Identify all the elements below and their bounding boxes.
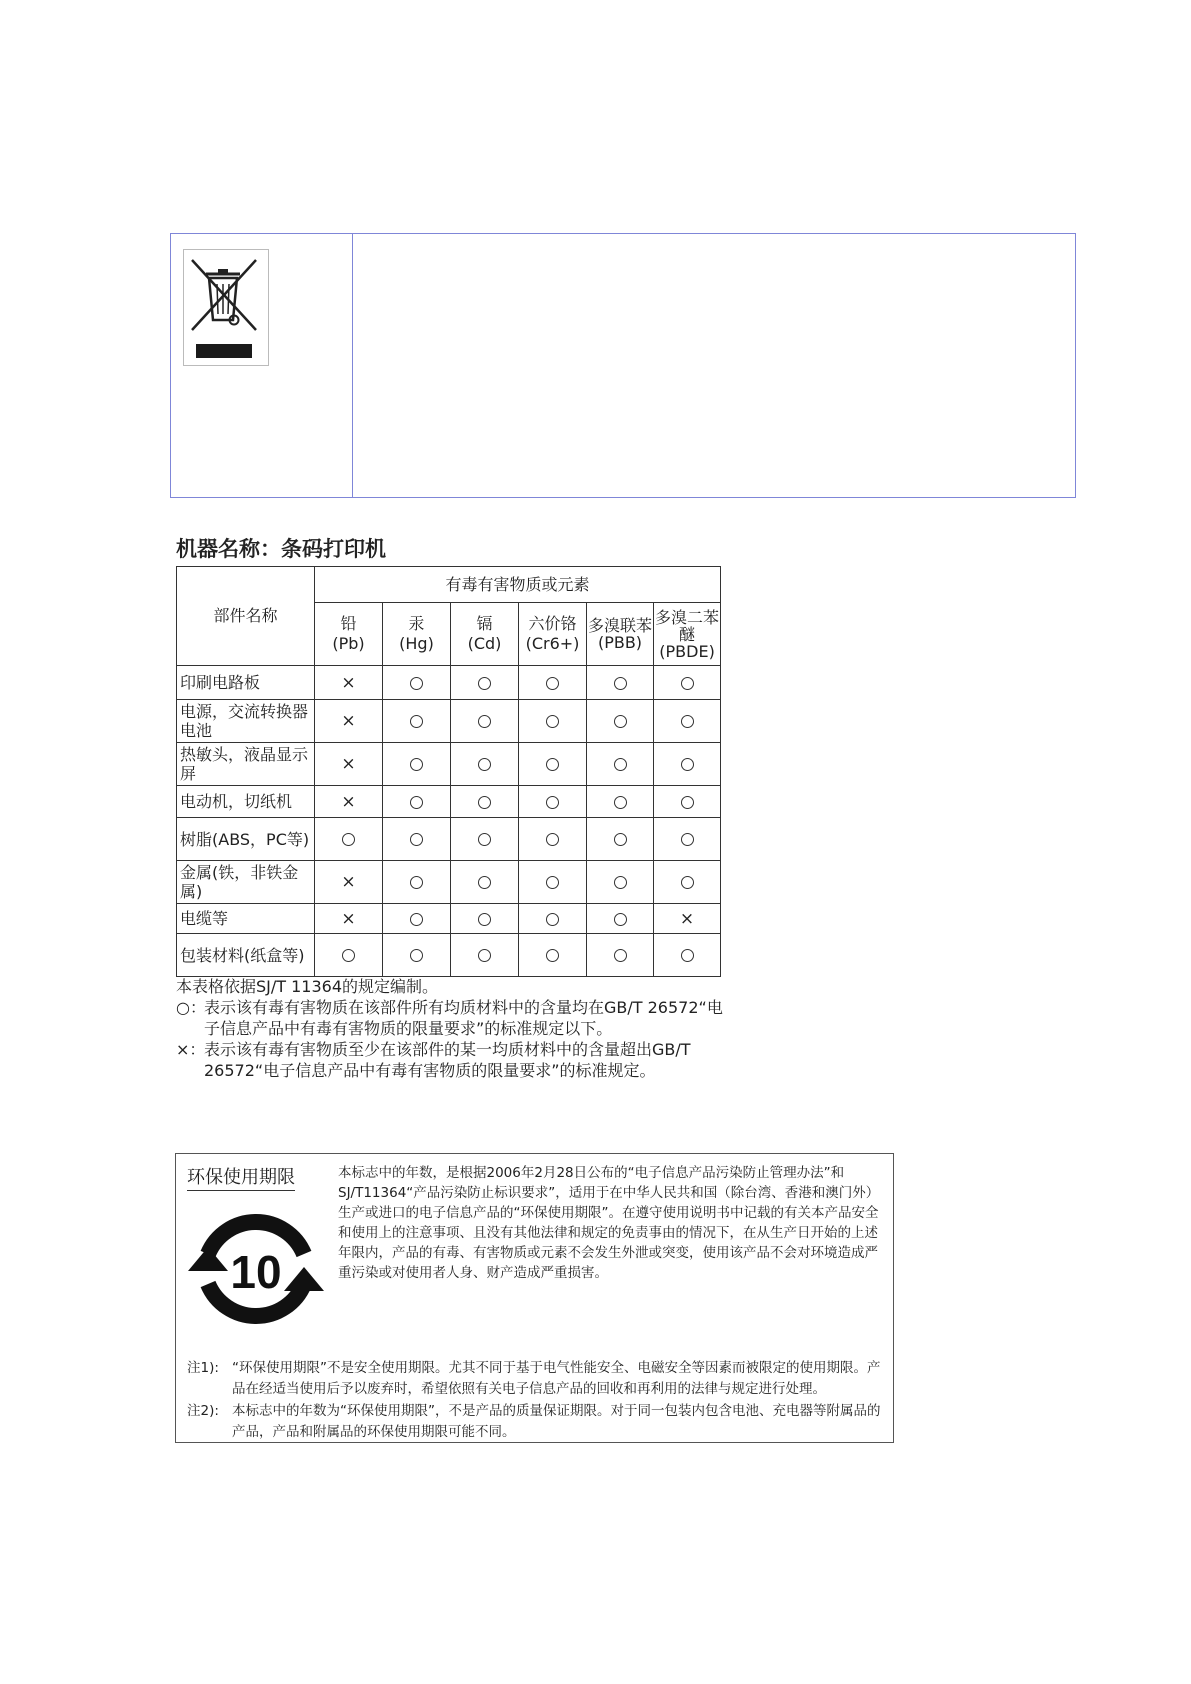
- circle-mark-icon: [546, 949, 559, 962]
- substance-mark-cell: [519, 700, 587, 743]
- crossed-out-wheelie-bin-icon: [183, 249, 269, 366]
- table-row: [177, 861, 721, 904]
- table-row: [177, 818, 721, 861]
- part-name-cell: 树脂(ABS，PC等): [177, 818, 315, 861]
- table-notes: [176, 976, 736, 1081]
- efup-note-2: [187, 1401, 887, 1443]
- circle-mark-icon: [410, 833, 423, 846]
- substance-mark-cell: [315, 861, 383, 904]
- part-name-cell: 电动机，切纸机: [177, 786, 315, 818]
- efup-note-1: [187, 1358, 887, 1400]
- circle-mark-icon: [546, 796, 559, 809]
- substance-mark-cell: [519, 666, 587, 700]
- circle-mark-icon: [546, 715, 559, 728]
- weee-notice-box: [170, 233, 1076, 498]
- circle-legend-mark: ○：: [176, 998, 206, 1017]
- substance-mark-cell: [587, 786, 654, 818]
- circle-mark-icon: [681, 758, 694, 771]
- efup-title: 环保使用期限: [187, 1163, 295, 1191]
- weee-box-divider: [352, 234, 353, 497]
- circle-mark-icon: [410, 677, 423, 690]
- circle-mark-icon: [546, 833, 559, 846]
- substance-mark-cell: [383, 700, 451, 743]
- substance-mark-cell: [654, 666, 721, 700]
- part-name-cell: 印刷电路板: [177, 666, 315, 700]
- circle-mark-icon: [410, 913, 423, 926]
- circle-mark-icon: [614, 913, 627, 926]
- circle-mark-icon: [614, 758, 627, 771]
- circle-mark-icon: [681, 796, 694, 809]
- substance-mark-cell: [451, 861, 519, 904]
- cross-legend-mark: ×：: [176, 1040, 206, 1059]
- substance-mark-cell: [654, 934, 721, 977]
- cross-mark-icon: ×: [341, 908, 356, 929]
- part-name-cell: 包装材料(纸盒等): [177, 934, 315, 977]
- circle-mark-icon: [681, 833, 694, 846]
- substance-mark-cell: [383, 861, 451, 904]
- substance-mark-cell: [383, 904, 451, 934]
- circle-mark-icon: [614, 677, 627, 690]
- circle-mark-icon: [410, 758, 423, 771]
- circle-mark-icon: [478, 833, 491, 846]
- circle-mark-icon: [478, 949, 491, 962]
- substance-mark-cell: [654, 904, 721, 934]
- element-header: 汞 (Hg): [383, 603, 451, 666]
- substance-mark-cell: [519, 861, 587, 904]
- substance-mark-cell: [451, 904, 519, 934]
- substance-mark-cell: [654, 861, 721, 904]
- substance-mark-cell: [383, 934, 451, 977]
- substance-mark-cell: [587, 666, 654, 700]
- substance-mark-cell: [451, 934, 519, 977]
- circle-mark-icon: [342, 833, 355, 846]
- part-name-cell: 电缆等: [177, 904, 315, 934]
- cross-mark-icon: ×: [679, 908, 695, 929]
- circle-mark-icon: [342, 949, 355, 962]
- table-row: [177, 786, 721, 818]
- substance-mark-cell: [519, 818, 587, 861]
- element-header: 铅 (Pb): [315, 603, 383, 666]
- substance-mark-cell: [315, 934, 383, 977]
- circle-mark-icon: [614, 833, 627, 846]
- circle-mark-icon: [478, 715, 491, 728]
- cross-mark-icon: ×: [341, 872, 356, 892]
- circle-mark-icon: [681, 949, 694, 962]
- circle-mark-icon: [410, 876, 423, 889]
- circle-mark-icon: [614, 715, 627, 728]
- efup-10-year-logo-icon: [186, 1199, 326, 1339]
- efup-note-1-label: 注1):: [187, 1360, 219, 1376]
- circle-mark-icon: [410, 796, 423, 809]
- table-row: [177, 934, 721, 977]
- table-row: [177, 700, 721, 743]
- part-name-cell: 热敏头，液晶显示屏: [177, 743, 315, 786]
- table-row: [177, 904, 721, 934]
- substance-mark-cell: [587, 861, 654, 904]
- cross-mark-icon: ×: [341, 672, 356, 693]
- part-name-cell: 金属(铁，非铁金属): [177, 861, 315, 904]
- cross-mark-icon: ×: [341, 711, 356, 731]
- circle-mark-icon: [681, 876, 694, 889]
- substance-mark-cell: [519, 743, 587, 786]
- element-header: 多溴联苯 (PBB): [587, 603, 654, 666]
- substance-mark-cell: [451, 743, 519, 786]
- substance-mark-cell: [383, 743, 451, 786]
- circle-mark-icon: [614, 949, 627, 962]
- circle-mark-icon: [614, 796, 627, 809]
- cross-mark-icon: ×: [341, 791, 356, 812]
- substance-mark-cell: [383, 818, 451, 861]
- substance-mark-cell: [587, 743, 654, 786]
- efup-notice-box: [175, 1153, 894, 1443]
- circle-mark-icon: [614, 876, 627, 889]
- table-basis-note: 本表格依据SJ/T 11364的规定编制。: [176, 977, 439, 996]
- circle-mark-icon: [410, 715, 423, 728]
- substance-mark-cell: [383, 666, 451, 700]
- substance-mark-cell: [383, 786, 451, 818]
- cross-legend-text: 表示该有毒有害物质至少在该部件的某一均质材料中的含量超出GB/T 26572“电子信息产品中有毒有害物质的限量要求”的标准规定。: [204, 1040, 691, 1080]
- table-row: [177, 666, 721, 700]
- circle-mark-icon: [546, 876, 559, 889]
- substance-mark-cell: [315, 904, 383, 934]
- substance-mark-cell: [315, 818, 383, 861]
- table-row: [177, 743, 721, 786]
- part-name-cell: 电源，交流转换器电池: [177, 700, 315, 743]
- circle-mark-icon: [410, 949, 423, 962]
- cross-mark-icon: ×: [341, 754, 356, 774]
- part-name-header: 部件名称: [177, 567, 315, 666]
- substance-mark-cell: [451, 700, 519, 743]
- circle-mark-icon: [546, 677, 559, 690]
- circle-mark-icon: [478, 876, 491, 889]
- substance-mark-cell: [587, 818, 654, 861]
- substance-mark-cell: [654, 818, 721, 861]
- element-header: 多溴二苯醚 (PBDE): [654, 603, 721, 666]
- substance-mark-cell: [315, 743, 383, 786]
- substance-mark-cell: [587, 904, 654, 934]
- circle-mark-icon: [546, 758, 559, 771]
- substance-mark-cell: [451, 818, 519, 861]
- circle-legend: [176, 997, 736, 1039]
- substance-mark-cell: [587, 934, 654, 977]
- machine-name-heading: 机器名称：条码打印机: [176, 537, 386, 561]
- substance-mark-cell: [587, 700, 654, 743]
- circle-mark-icon: [478, 677, 491, 690]
- element-header: 镉 (Cd): [451, 603, 519, 666]
- circle-mark-icon: [478, 913, 491, 926]
- substance-mark-cell: [315, 786, 383, 818]
- circle-mark-icon: [478, 796, 491, 809]
- substance-mark-cell: [315, 700, 383, 743]
- circle-mark-icon: [681, 677, 694, 690]
- element-header: 六价铬 (Cr6+): [519, 603, 587, 666]
- substance-mark-cell: [519, 934, 587, 977]
- substance-mark-cell: [654, 700, 721, 743]
- substance-mark-cell: [451, 786, 519, 818]
- hazardous-substances-table: [176, 566, 721, 977]
- efup-note-2-label: 注2):: [187, 1403, 219, 1419]
- efup-note-1-text: “环保使用期限”不是安全使用期限。尤其不同于基于电气性能安全、电磁安全等因素而被限定的使用期限。产品在经适当使用后予以废弃时，希望依照有关电子信息产品的回收和再利用的法律与规定进行处理。: [232, 1360, 881, 1397]
- circle-mark-icon: [478, 758, 491, 771]
- substance-mark-cell: [519, 786, 587, 818]
- substance-mark-cell: [519, 904, 587, 934]
- substance-mark-cell: [451, 666, 519, 700]
- circle-legend-text: 表示该有毒有害物质在该部件所有均质材料中的含量均在GB/T 26572“电子信息产品中有毒有害物质的限量要求”的标准规定以下。: [204, 998, 723, 1038]
- substance-mark-cell: [315, 666, 383, 700]
- circle-mark-icon: [681, 715, 694, 728]
- substance-mark-cell: [654, 786, 721, 818]
- efup-description: 本标志中的年数，是根据2006年2月28日公布的“电子信息产品污染防止管理办法”和SJ/T11364“产品污染防止标识要求”，适用于在中华人民共和国（除台湾、香港和澳门外）生产或进口的电子信息产品的“环保使用期限”。在遵守使用说明书中记载的有关本产品安全和使用上的注意事项、且没有其他法律和规定的免责事由的情况下，在从生产日开始的上述年限内，产品的有毒、有害物质或元素不会发生外泄或突变，使用该产品不会对环境造成严重污染或对使用者人身、财产造成严重损害。: [338, 1165, 880, 1281]
- substance-group-header: 有毒有害物质或元素: [315, 567, 721, 603]
- efup-note-2-text: 本标志中的年数为“环保使用期限”，不是产品的质量保证期限。对于同一包装内包含电池、充电器等附属品的产品，产品和附属品的环保使用期限可能不同。: [232, 1403, 881, 1440]
- circle-mark-icon: [546, 913, 559, 926]
- efup-logo-number: 10: [230, 1246, 282, 1298]
- cross-legend: [176, 1039, 736, 1081]
- substance-mark-cell: [654, 743, 721, 786]
